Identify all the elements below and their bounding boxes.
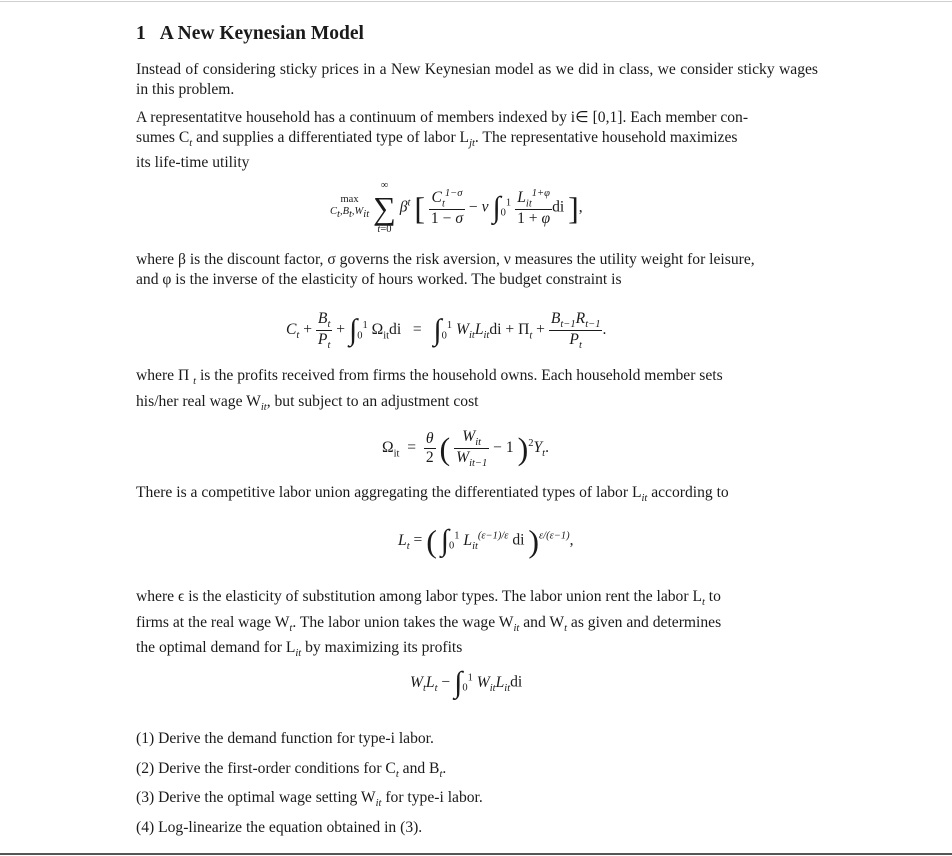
question-3-end: for type-i labor.: [381, 789, 483, 806]
household-line-3: its life-time utility: [136, 154, 250, 172]
question-1: (1) Derive the demand function for type-i labor.: [136, 730, 434, 747]
paragraph-parameters: [136, 250, 818, 289]
elasticity-line-1a: where ϵ is the elasticity of substitution among labor types. The labor union rent the labor L: [136, 588, 702, 605]
elasticity-line-2d: as given and determines: [567, 613, 722, 631]
question-2-text: (2) Derive the first-order conditions for C: [136, 760, 396, 777]
section-number: 1: [136, 23, 146, 44]
section-title: A New Keynesian Model: [159, 23, 364, 44]
section-heading: [136, 23, 364, 45]
household-line-1: A representatitve household has a continuum of members indexed by i∈ [0,1]. Each member con-: [136, 109, 749, 126]
bottom-rule: [0, 853, 952, 855]
question-4: (4) Log-linearize the equation obtained in (3).: [136, 819, 423, 836]
profits-line-2a: his/her real wage W: [136, 392, 261, 410]
labor-aggregator-equation: $L_t$ = ( $\int_0^1$ $L_{it}^{(\varepsilon-1)/\varepsilon}$ di )$^{\varepsilon/(\varepsilon-1)}$,: [398, 523, 574, 559]
utility-equation: max $C_t,B_t,W_{it}$ ∞ ∑ t=0 $\beta^t$ [ $\frac{C_t^{1-\sigma}}{1 - \sigma}$ − ν $\int_0^1$ $\frac{L_{it}^{1+\varphi}}{1 + \varphi}$ di ],: [330, 180, 583, 235]
union-line-b: according to: [647, 484, 729, 501]
elasticity-line-2c: and W: [519, 613, 565, 631]
elasticity-line-3b: by maximizing its profits: [301, 639, 463, 657]
profits-line-2b: , but subject to an adjustment cost: [266, 392, 479, 410]
question-2: (2) Derive the first-order conditions for $C_t$ and $B_t$.: [136, 760, 447, 781]
question-2-end: .: [442, 760, 447, 777]
household-line-2c: . The representative household maximizes: [474, 128, 738, 146]
paragraph-elasticity: where ϵ is the elasticity of substitution among labor types. The labor union rent the labor $L_t$ to firms at the real wage $W_t$. The labor union takes the wage $W_{it}$ and $W_t$ as given and determines the optimal demand for $L_{it}$ by maximizing its profits: [136, 588, 722, 660]
budget-constraint-equation: $C_t$ + $\frac{B_t}{P_t}$ + $\int_0^1$ $\Omega_{it}di = \int_0^1$ $W_{it}L_{it}di + \Pi_t$ + $\frac{B_{t-1}R_{t-1}}{P_t}$ .: [286, 310, 607, 352]
elasticity-line-3a: the optimal demand for L: [136, 639, 296, 657]
union-line-a: There is a competitive labor union aggregating the differentiated types of labor L: [136, 484, 642, 501]
question-3: (3) Derive the optimal wage setting $W_{it}$ for type-i labor.: [136, 789, 483, 810]
profits-line-1a: where Π: [136, 367, 194, 384]
question-2-mid: and B: [398, 760, 440, 777]
parameters-line-1: where β is the discount factor, σ governs the risk aversion, ν measures the utility weight for leisure,: [136, 251, 755, 268]
union-profit-equation: $W_tL_t - \int_0^1$ $W_{it}L_{it}di$: [410, 666, 523, 699]
parameters-line-2: and φ is the inverse of the elasticity of hours worked. The budget constraint is: [136, 270, 622, 288]
top-rule: [0, 1, 952, 2]
paragraph-union: There is a competitive labor union aggregating the differentiated types of labor $L_{it}$ according to: [136, 484, 729, 505]
sum-operator: ∞ ∑ t=0: [373, 180, 396, 235]
paragraph-profits: where Π $_t$ is the profits received from firms the household owns. Each household member sets his/her real wage $W_{it}$, but subject to an adjustment cost: [136, 367, 723, 413]
question-3-text: (3) Derive the optimal wage setting W: [136, 789, 376, 806]
profits-line-1b: is the profits received from firms the household owns. Each household member sets: [196, 367, 723, 384]
max-operator: max $C_t,B_t,W_{it}$: [330, 194, 370, 221]
elasticity-line-1b: to: [704, 588, 721, 605]
paragraph-household: A representatitve household has a continuum of members indexed by i∈ [0,1]. Each member con- sumes $C_t$ and supplies a differentiated type of labor $L_{jt}$. The representative household maximizes its life-time utility: [136, 109, 749, 172]
household-line-2b: and supplies a differentiated type of labor L: [192, 128, 470, 146]
elasticity-line-2a: firms at the real wage W: [136, 613, 290, 631]
adjustment-cost-equation: $\Omega_{it}$ = $\frac{\theta}{2}$ ( $\frac{W_{it}}{W_{it-1}}$ − 1 )$^2Y_t$.: [382, 428, 549, 470]
household-line-2a: sumes C: [136, 128, 190, 146]
paragraph-intro: Instead of considering sticky prices in a New Keynesian model as we did in class, we consider sticky wages in this problem.: [136, 61, 818, 98]
elasticity-line-2b: . The labor union takes the wage W: [292, 613, 514, 631]
